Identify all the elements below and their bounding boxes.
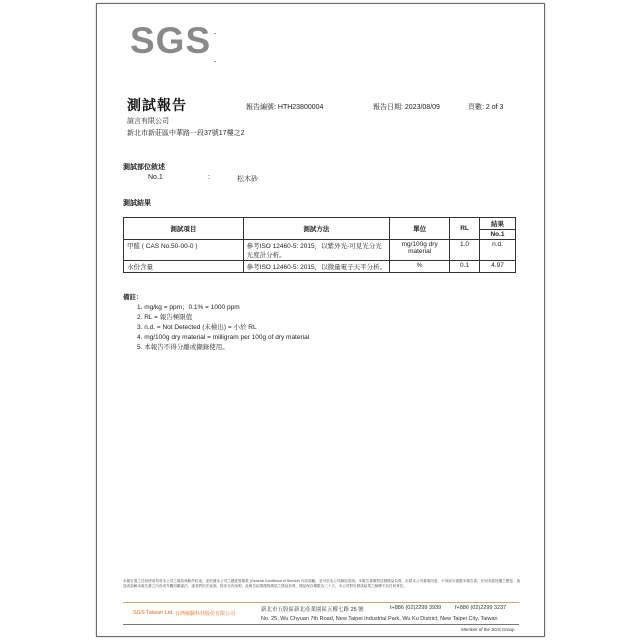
cell-rl: 0.1: [450, 261, 480, 273]
cell-result: 4.97: [480, 261, 516, 273]
report-number: 報告編號: HTH23800004: [246, 104, 324, 111]
footer-member: Member of the SGS Group: [461, 627, 515, 632]
sample-no: No.1: [148, 174, 163, 181]
col-header-item: 測試項目: [124, 218, 244, 240]
company-name: 諠言有限公司: [127, 118, 169, 125]
footer-address-cn: 新北市五股區新北產業園區五權七路 25 號: [261, 607, 364, 613]
cell-unit: %: [390, 261, 450, 273]
table-header-row: [124, 218, 516, 230]
note-line: 4. mg/100g dry material = milligram per 100g of dry material: [137, 334, 310, 341]
cell-item: 甲醛 ( CAS No.50-00-0 ): [124, 240, 244, 261]
sample-description: 松木砂: [237, 176, 258, 183]
report-title: 測試報告: [127, 97, 187, 113]
logo-rule-top: [214, 33, 216, 34]
note-line: 3. n.d. = Not Detected (未檢出) = 小於 RL: [137, 324, 257, 331]
cell-item: 水份含量: [124, 261, 244, 273]
sample-colon: :: [208, 174, 210, 181]
report-date: 報告日期: 2023/08/09: [373, 104, 440, 111]
col-header-method: 測試方法: [243, 218, 390, 240]
footer-phone: t+886 (02)2299 3939: [390, 605, 442, 611]
footer-rule: [123, 602, 519, 603]
footer-address-en: No. 25, Wu Chyuan 7th Road, New Taipei Industrial Park, Wu Ku District, New Taipei City, Taiwan: [261, 616, 498, 622]
company-address: 新北市新莊區中華路一段37號17樓之2: [127, 130, 245, 137]
logo-rule-right: [214, 61, 216, 62]
footer-fax: f+886 (02)2299 3237: [455, 605, 507, 611]
table-row: [124, 261, 516, 273]
footer-disclaimer: 本報告書之任何使用均受本公司之條款與條件約束，並依據本公司之總經營條款 (General Conditions of Service) 內容規範，並可於本公司網站查詢。本報告書僅對送測樣品負責，未經本公司書面同意，不得部分複製本報告書。任何未經授權之變更、偽造或曲解本報告書之內容或外觀均屬違法，違者將依法追訴。除非另有說明，此報告結果僅對測試之樣品負責，樣品保存期限為三十天。本公司對於測試結果之解釋不負任何責任。: [123, 579, 521, 588]
note-line: 1. mg/kg = ppm；0.1% = 1000 ppm: [137, 304, 240, 311]
cell-rl: 1.0: [450, 240, 480, 261]
note-line: 5. 本報告不得分離或擷錄使用。: [137, 344, 229, 351]
notes-heading: 備註：: [123, 294, 143, 301]
col-header-result: 結果: [480, 218, 516, 230]
note-line: 2. RL = 報告極限值: [137, 314, 193, 321]
cell-method: 參考ISO 12460-5: 2015，以紫外光-可見光分光光度計分析。: [243, 240, 390, 261]
notes-block: [123, 293, 309, 353]
footer-rule-bottom: [123, 624, 519, 625]
table-row: [124, 240, 516, 261]
results-heading: 測試結果: [123, 200, 151, 207]
report-sheet: [96, 3, 545, 637]
cell-unit: mg/100g dry material: [390, 240, 450, 261]
col-header-result-sub: No.1: [480, 230, 516, 240]
page-number: 頁數: 2 of 3: [468, 104, 504, 111]
cell-method: 參考ISO 12460-5: 2015，以微量電子天平分析。: [243, 261, 390, 273]
cell-result: n.d.: [480, 240, 516, 261]
sample-heading: 測試部位敘述: [123, 164, 165, 171]
results-table: [123, 217, 516, 273]
footer-company-en: SGS Taiwan Ltd.: [133, 610, 174, 616]
sgs-logo: SGS: [130, 20, 212, 61]
col-header-unit: 單位: [390, 218, 450, 240]
col-header-rl: RL: [450, 218, 480, 240]
footer-company-cn: 台灣檢驗科技股份有限公司: [175, 611, 236, 617]
